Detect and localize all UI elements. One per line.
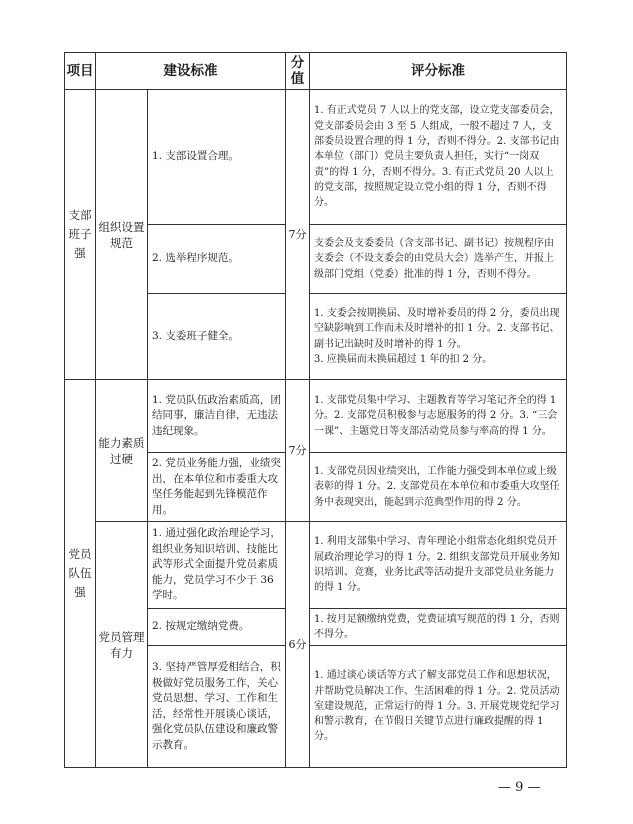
score-cell: 7分 bbox=[286, 380, 310, 522]
criteria-cell: 1. 支部党员集中学习、主题教育等学习笔记齐全的得 1 分。2. 支部党员积极参与志愿服务的得 2 分。3. “三会一课”、主题党日等支部活动党员参与率高的得 1 分。 bbox=[310, 380, 567, 453]
header-score: 分值 bbox=[286, 53, 310, 90]
standard-cell: 1. 党员队伍政治素质高，团结同事，廉洁自律，无违法违纪现象。 bbox=[148, 380, 286, 453]
table-row bbox=[65, 380, 567, 453]
standard-cell: 2. 按规定缴纳党费。 bbox=[148, 609, 286, 646]
subcategory-org-setup: 组织设置规范 bbox=[96, 90, 148, 380]
subcategory-capability: 能力素质过硬 bbox=[96, 380, 148, 522]
table-row bbox=[65, 90, 567, 225]
section-label-branch-team: 支部班子强 bbox=[65, 90, 96, 380]
evaluation-table bbox=[64, 52, 567, 768]
subcategory-management: 党员管理有力 bbox=[96, 522, 148, 768]
standard-cell: 1. 支部设置合理。 bbox=[148, 90, 286, 225]
criteria-cell: 1. 有正式党员 7 人以上的党支部，设立党支部委员会，党支部委员会由 3 至 5 人组成，一般不超过 7 人，支部委员设置合理的得 1 分，否则不得分。2. 支部书记由本单位（部门）党员主要负责人担任，实行“一岗双责”的得 1 分，否则不得分。3. 有正式党员 20 人以上的党支部，按照规定设立党小组的得 1 分，否则不得分。 bbox=[310, 90, 567, 225]
standard-cell: 2. 党员业务能力强，业绩突出，在本单位和市委重大攻坚任务能起到先锋模范作用。 bbox=[148, 453, 286, 522]
criteria-cell: 1. 利用支部集中学习、青年理论小组常态化组织党员开展政治理论学习的得 1 分。2. 组织支部党员开展业务知识培训、竞赛，业务比武等活动提升支部党员业务能力的得 1 分。 bbox=[310, 522, 567, 609]
criteria-cell: 1. 通过谈心谈话等方式了解支部党员工作和思想状况，并帮助党员解决工作、生活困难的得 1 分。2. 党员活动室建设规范，正常运行的得 1 分。3. 开展党规党纪学习和警示教育，在节假日关键节点进行廉政提醒的得 1 分。 bbox=[310, 646, 567, 768]
header-criteria: 评分标准 bbox=[310, 53, 567, 90]
criteria-cell: 1. 支部党员因业绩突出，工作能力强受到本单位或上级表彰的得 1 分。2. 支部党员在本单位和市委重大攻坚任务中表现突出，能起到示范典型作用的得 2 分。 bbox=[310, 453, 567, 522]
table-row bbox=[65, 522, 567, 609]
standard-cell: 3. 支委班子健全。 bbox=[148, 294, 286, 380]
criteria-cell: 支委会及支委委员（含支部书记、副书记）按规程序由支委会（不设支委会的由党员大会）选举产生，并报上级部门党组（党委）批准的得 1 分，否则不得分。 bbox=[310, 225, 567, 294]
score-cell: 6分 bbox=[286, 522, 310, 768]
section-label-member-team: 党员队伍强 bbox=[65, 380, 96, 768]
header-row bbox=[65, 53, 567, 90]
page-number: — 9 — bbox=[498, 780, 541, 795]
header-standard: 建设标准 bbox=[96, 53, 286, 90]
score-cell: 7分 bbox=[286, 90, 310, 380]
criteria-cell: 1. 按月足额缴纳党费，党费证填写规范的得 1 分，否则不得分。 bbox=[310, 609, 567, 646]
header-item: 项目 bbox=[65, 53, 96, 90]
standard-cell: 3. 坚持严管厚爱相结合，积极做好党员服务工作，关心党员思想、学习、工作和生活，经常性开展谈心谈话，强化党员队伍建设和廉政警示教育。 bbox=[148, 646, 286, 768]
standard-cell: 1. 通过强化政治理论学习，组织业务知识培训、技能比武等形式全面提升党员素质能力，党员学习不少于 36 学时。 bbox=[148, 522, 286, 609]
criteria-cell: 1. 支委会按期换届、及时增补委员的得 2 分，委员出现空缺影响到工作而未及时增补的扣 1 分。2. 支部书记、副书记出缺时及时增补的得 1 分。 3. 应换届而未换届超过 1 年的扣 2 分。 bbox=[310, 294, 567, 380]
standard-cell: 2. 选举程序规范。 bbox=[148, 225, 286, 294]
